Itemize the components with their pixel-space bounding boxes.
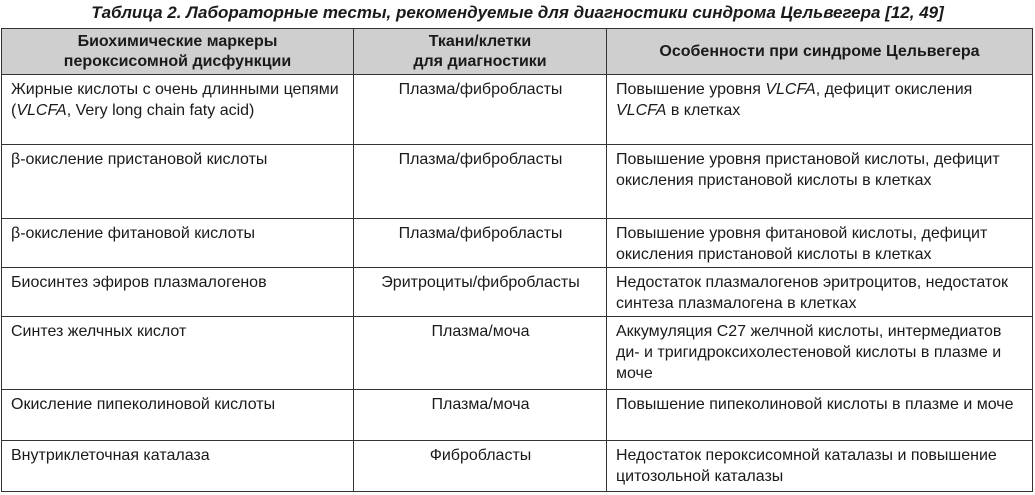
table-row (2, 75, 1033, 145)
tissue-cell: Плазма/моча (354, 390, 607, 440)
marker-text-tail: , Very long chain faty acid) (66, 102, 255, 119)
feature-text-tail: в клетках (666, 102, 741, 119)
feature-text: Повышение уровня (616, 81, 766, 98)
lab-tests-table (1, 28, 1033, 492)
feature-cell: Недостаток пероксисомной каталазы и повышение цитозольной каталазы (607, 440, 1033, 491)
tissue-cell: Плазма/фибробласты (354, 145, 607, 218)
table-row (2, 218, 1033, 267)
feature-cell: Повышение уровня пристановой кислоты, дефицит окисления пристановой кислоты в клетках (607, 145, 1033, 218)
header-markers-line2: пероксисомной дисфункции (63, 52, 292, 70)
table-row (2, 390, 1033, 440)
feature-cell: Недостаток плазмалогенов эритроцитов, недостаток синтеза плазмалогена в клетках (607, 267, 1033, 316)
marker-cell: Биосинтез эфиров плазмалогенов (2, 267, 354, 316)
feature-text-mid: , дефицит окисления (815, 81, 973, 98)
marker-cell: β-окисление фитановой кислоты (2, 218, 354, 267)
header-tissues-line2: для диагностики (413, 52, 547, 70)
header-markers (2, 29, 354, 75)
tissue-cell: Фибробласты (354, 440, 607, 491)
table-row (2, 317, 1033, 390)
feature-cell: Повышение уровня фитановой кислоты, дефицит окисления пристановой кислоты в клетках (607, 218, 1033, 267)
table-caption: Таблица 2. Лабораторные тесты, рекомендуемые для диагностики синдрома Цельвегера [12, 49] (91, 3, 944, 22)
header-features: Особенности при синдроме Цельвегера (607, 29, 1033, 75)
marker-text: Жирные кислоты с очень длинными цепями ( (11, 81, 339, 119)
table-row (2, 145, 1033, 218)
feature-cell: Аккумуляция С27 желчной кислоты, интермедиатов ди- и тригидроксихолестеновой кислоты в плазме и моче (607, 317, 1033, 390)
tissue-cell: Плазма/моча (354, 317, 607, 390)
feature-cell (607, 75, 1033, 145)
marker-cell: Внутриклеточная каталаза (2, 440, 354, 491)
feature-abbrev-2: VLCFA (616, 102, 667, 119)
tissue-cell: Плазма/фибробласты (354, 75, 607, 145)
marker-cell (2, 75, 354, 145)
feature-abbrev: VLCFA (765, 81, 816, 98)
tissue-cell: Плазма/фибробласты (354, 218, 607, 267)
marker-cell: Окисление пипеколиновой кислоты (2, 390, 354, 440)
tissue-cell: Эритроциты/фибробласты (354, 267, 607, 316)
header-markers-line1: Биохимические маркеры (77, 32, 278, 50)
feature-cell: Повышение пипеколиновой кислоты в плазме и моче (607, 390, 1033, 440)
header-tissues-line1: Ткани/клетки (428, 32, 532, 50)
table-row (2, 267, 1033, 316)
table-row (2, 440, 1033, 491)
header-tissues (354, 29, 607, 75)
marker-abbrev: VLCFA (16, 102, 67, 119)
marker-cell: Синтез желчных кислот (2, 317, 354, 390)
table-header-row (2, 29, 1033, 75)
marker-cell: β-окисление пристановой кислоты (2, 145, 354, 218)
